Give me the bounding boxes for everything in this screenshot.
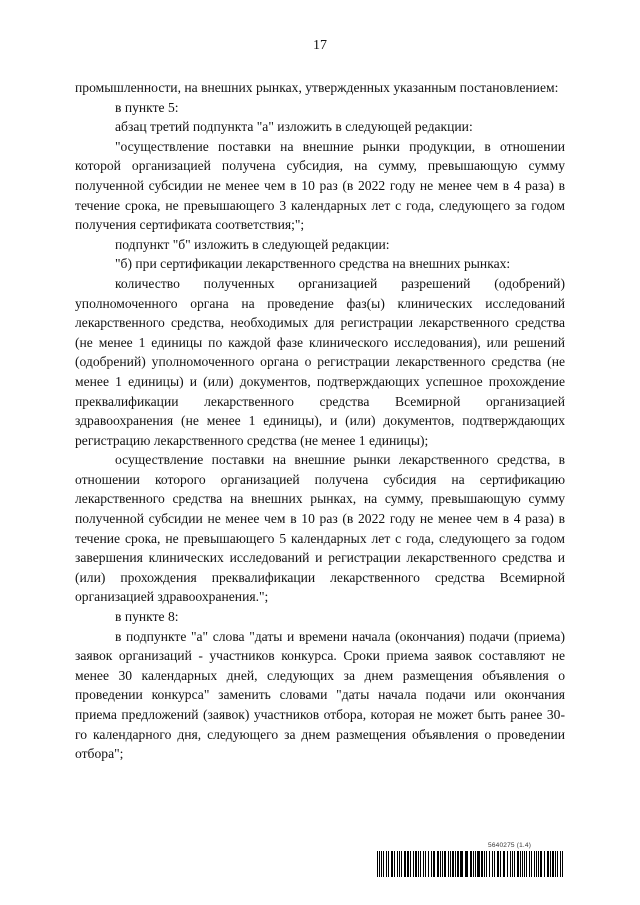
paragraph: "осуществление поставки на внешние рынки продукции, в отношении которой организацией получена субсидия, на сумму, превышающую сумму полученной субсидии не менее чем в 10 раз (в 2022 году не менее чем в 4 раза) в течение срока, не превышающего 3 календарных лет с года, следующего за годом получения сертификата соответствия;";: [75, 138, 565, 233]
paragraph: в пункте 5:: [115, 99, 179, 115]
paragraph: абзац третий подпункта "а" изложить в следующей редакции:: [115, 119, 473, 135]
paragraph: промышленности, на внешних рынках, утвержденных указанным постановлением:: [75, 80, 559, 95]
paragraph: "б) при сертификации лекарственного средства на внешних рынках:: [115, 256, 511, 272]
paragraph: осуществление поставки на внешние рынки лекарственного средства, в отношении которого организацией получена субсидия на сертификацию лекарственного средства на внешних рынках, на сумму, превышающую сумму полученной субсидии не менее чем в 10 раз (в 2022 году не менее чем в 4 раза) в течение срока, не превышающего 5 календарных лет с года, следующего за годом завершения клинических исследований и регистрации лекарственного средства и (или) прохождения преквалификации лекарственного средства Всемирной организацией здравоохранения.";: [75, 452, 565, 605]
paragraph: количество полученных организацией разрешений (одобрений) уполномоченного органа на проведение фаз(ы) клинических исследований лекарственного средства, необходимых для регистрации лекарственного средства (не менее 1 единицы по каждой фазе клинического исследования), или решений (одобрений) уполномоченного органа о регистрации лекарственного средства (не менее 1 единицы) и (или) документов, подтверждающих успешное прохождение преквалификации лекарственного средства Всемирной организацией здравоохранения (не менее 1 единицы), и (или) документов, подтверждающих регистрацию лекарственного средства (не менее 1 единицы);: [75, 275, 565, 448]
paragraph: в подпункте "а" слова "даты и времени начала (окончания) подачи (приема) заявок организаций - участников конкурса. Сроки приема заявок составляют не менее 30 календарных дней, следующих за днем размещения объявления о проведении конкурса" заменить словами "даты начала подачи или окончания приема предложений (заявок) участников отбора, которая не может быть ранее 30-го календарного дня, следующего за днем размещения объявления о проведении отбора";: [75, 628, 565, 762]
document-code: 5640275 (1.4): [488, 842, 532, 849]
paragraph: подпункт "б" изложить в следующей редакции:: [115, 236, 390, 252]
barcode-icon: [377, 851, 567, 877]
paragraph: в пункте 8:: [115, 609, 179, 625]
page-number: 17: [313, 38, 327, 53]
document-body: [75, 78, 565, 764]
